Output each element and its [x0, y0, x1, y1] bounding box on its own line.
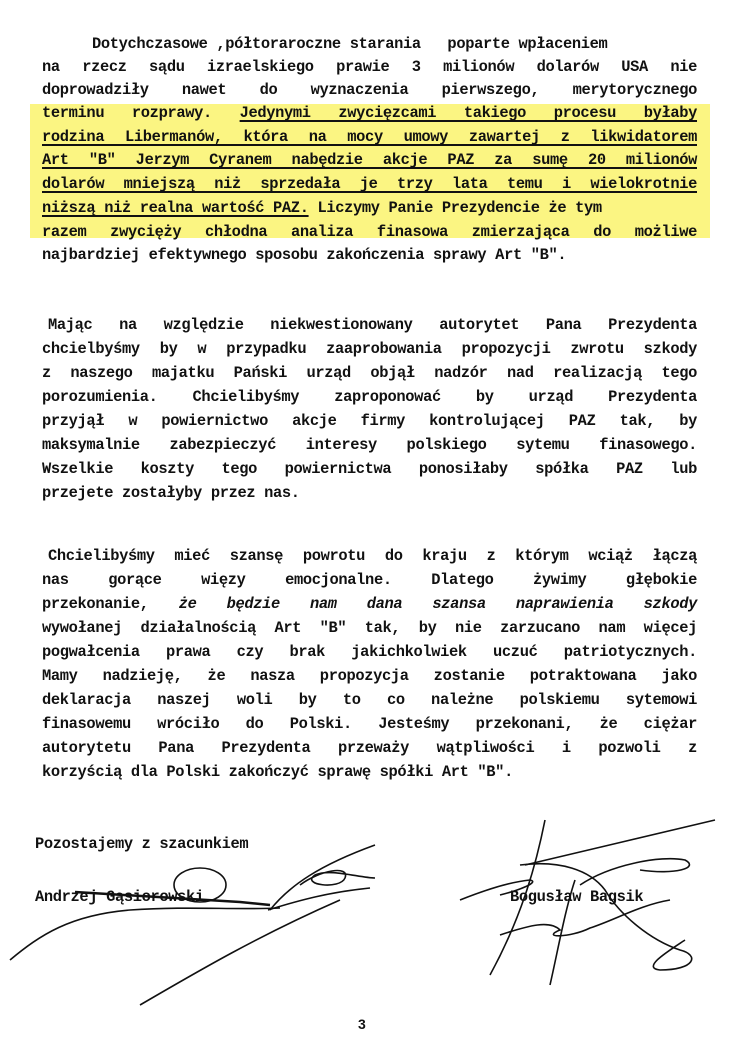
page-number: 3 — [358, 1016, 366, 1032]
underlined-text-line: Art "B" Jerzym Cyranem nabędzie akcje PAZ za sumę 20 milionów — [42, 151, 697, 169]
handwritten-signature — [0, 840, 400, 1010]
text-line: wywołanej działalnością Art "B" tak, by nie zarzucano nam więcej — [42, 619, 697, 637]
underlined-text-line: rodzina Libermanów, która na mocy umowy zawartej z likwidatorem — [42, 128, 697, 146]
text-line: Dotychczasowe ,półtoraroczne starania poparte wpłaceniem — [92, 35, 608, 53]
text-line: doprowadziły nawet do wyznaczenia pierwszego, merytorycznego — [42, 81, 697, 99]
text-line: korzyścią dla Polski zakończyć sprawę spółki Art "B". — [42, 763, 513, 781]
text-line: przejete zostałyby przez nas. — [42, 484, 300, 502]
underlined-text-line: dolarów mniejszą niż sprzedała je trzy lata temu i wielokrotnie — [42, 175, 697, 193]
text-line — [42, 593, 697, 615]
text-line — [42, 197, 697, 219]
underlined-text: Jedynymi zwycięzcami takiego procesu byłaby — [239, 104, 698, 122]
text-line: nas gorące więzy emocjonalne. Dlatego żywimy głębokie — [42, 571, 697, 589]
signatory-name: Andrzej Gąsiorowski — [35, 888, 204, 906]
handwritten-signature — [440, 810, 730, 990]
text-line: razem zwycięży chłodna analiza finasowa zmierzająca do możliwe — [42, 223, 697, 241]
closing-text: Pozostajemy z szacunkiem — [35, 835, 249, 853]
text-line: na rzecz sądu izraelskiego prawie 3 milionów dolarów USA nie — [42, 58, 697, 76]
text-line: Mamy nadzieję, że nasza propozycja zostanie potraktowana jako — [42, 667, 697, 685]
text-line: maksymalnie zabezpieczyć interesy polskiego sytemu finasowego. — [42, 436, 697, 454]
text-line: chcielbyśmy by w przypadku zaaprobowania propozycji zwrotu szkody — [42, 340, 697, 358]
text-line: pogwałcenia prawa czy brak jakichkolwiek uczuć patriotycznych. — [42, 643, 697, 661]
text-segment: terminu rozprawy. — [42, 104, 240, 122]
text-line: najbardziej efektywnego sposobu zakończenia sprawy Art "B". — [42, 246, 567, 264]
underlined-text: niższą niż realna wartość PAZ. — [42, 199, 309, 217]
text-line: deklaracja naszej woli by to co należne polskiemu sytemowi — [42, 691, 697, 709]
italic-text: że będzie nam dana szansa naprawienia szkody — [178, 595, 697, 613]
text-line: finasowemu wróciło do Polski. Jesteśmy przekonani, że ciężar — [42, 715, 697, 733]
text-line: porozumienia. Chcielibyśmy zaproponować by urząd Prezydenta — [42, 388, 697, 406]
signatory-name: Bogusław Bagsik — [510, 888, 644, 906]
text-line: Wszelkie koszty tego powiernictwa ponosiłaby spółka PAZ lub — [42, 460, 697, 478]
text-line: Chcielibyśmy mieć szansę powrotu do kraju z którym wciąż łączą — [48, 547, 697, 565]
text-line: Mając na względzie niekwestionowany autorytet Pana Prezydenta — [48, 316, 697, 334]
text-segment: Liczymy Panie Prezydencie że tym — [308, 199, 602, 217]
text-line: z naszego majatku Pański urząd objął nadzór nad realizacją tego — [42, 364, 697, 382]
text-segment: przekonanie, — [42, 595, 179, 613]
text-line: przyjął w powiernictwo akcje firmy kontrolującej PAZ tak, by — [42, 412, 697, 430]
text-line — [42, 102, 697, 124]
text-line: autorytetu Pana Prezydenta przeważy wątpliwości i pozwoli z — [42, 739, 697, 757]
